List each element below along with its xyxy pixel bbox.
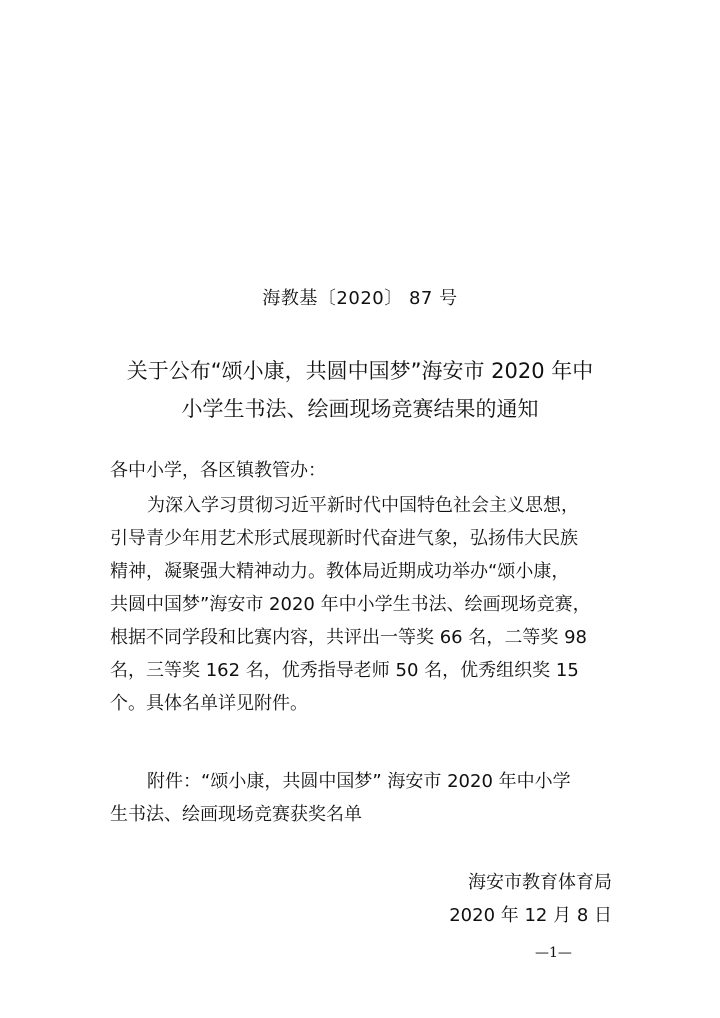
body-paragraph	[110, 489, 630, 720]
body-line-7: 个。具体名单详见附件。	[110, 693, 308, 714]
title-line-1: 关于公布“颂小康，共圆中国梦”海安市 2020 年中	[126, 359, 594, 383]
body-line-5: 根据不同学段和比赛内容，共评出一等奖 66 名，二等奖 98	[110, 627, 587, 648]
body-line-4: 共圆中国梦”海安市 2020 年中小学生书法、绘画现场竞赛，	[110, 594, 591, 615]
document-title	[100, 352, 620, 428]
body-line-2: 引导青少年用艺术形式展现新时代奋进气象，弘扬伟大民族	[110, 528, 578, 549]
body-line-6: 名，三等奖 162 名，优秀指导老师 50 名，优秀组织奖 15	[110, 660, 579, 681]
attachment-line-1: 附件：“颂小康，共圆中国梦” 海安市 2020 年中小学	[147, 771, 571, 792]
document-number: 海教基〔2020〕 87 号	[262, 288, 458, 309]
issue-date: 2020 年 12 月 8 日	[449, 905, 612, 926]
issuer-name: 海安市教育体育局	[468, 872, 612, 893]
page-number: —1—	[535, 945, 572, 961]
attachment-line-2: 生书法、绘画现场竞赛获奖名单	[110, 804, 362, 825]
attachment-note	[110, 765, 630, 831]
title-line-2: 小学生书法、绘画现场竞赛结果的通知	[181, 397, 539, 421]
salutation: 各中小学，各区镇教管办：	[110, 460, 326, 481]
body-line-3: 精神，凝聚强大精神动力。教体局近期成功举办“颂小康，	[110, 561, 570, 582]
body-line-1: 为深入学习贯彻习近平新时代中国特色社会主义思想，	[147, 495, 579, 516]
